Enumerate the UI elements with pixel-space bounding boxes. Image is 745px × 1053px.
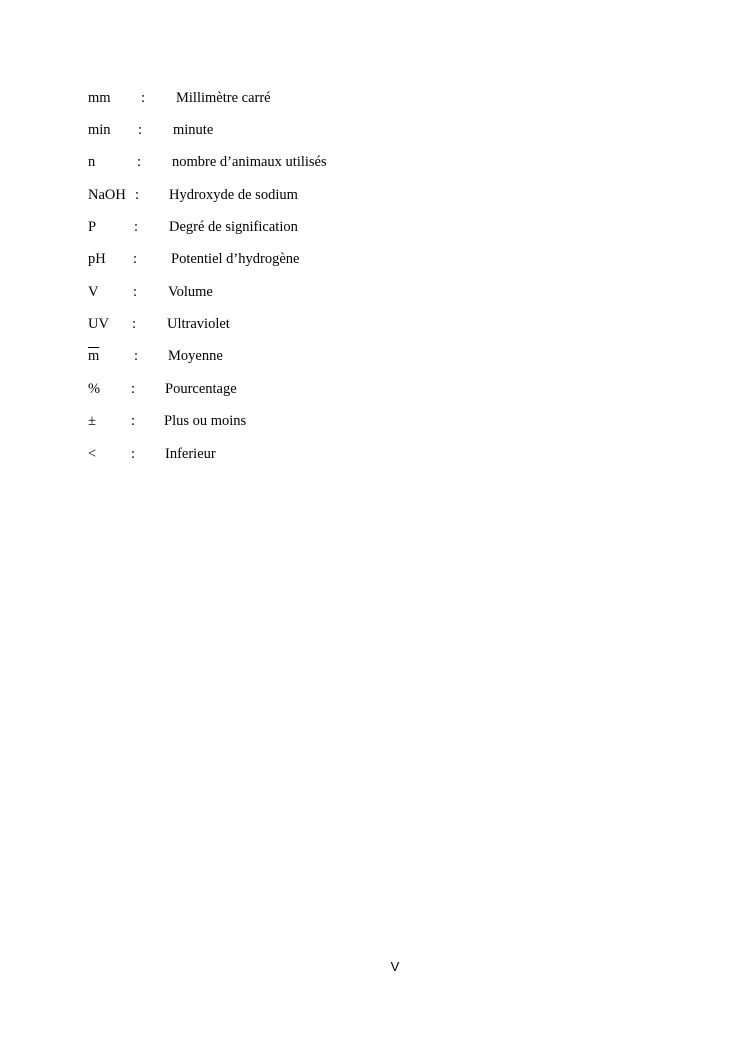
abbreviation-separator: : xyxy=(131,381,136,397)
abbreviation-separator: : xyxy=(131,413,136,429)
abbreviation-separator: : xyxy=(134,219,139,235)
abbreviation-separator: : xyxy=(138,122,143,138)
abbreviation-definition: Moyenne xyxy=(168,348,223,364)
abbreviation-term: < xyxy=(88,446,97,462)
abbreviation-term: min xyxy=(88,122,111,138)
page-number: V xyxy=(390,959,400,974)
abbreviation-term: pH xyxy=(88,251,106,267)
abbreviation-term: V xyxy=(88,284,99,300)
abbreviation-list xyxy=(0,0,745,480)
abbreviation-definition: nombre d’animaux utilisés xyxy=(172,154,327,170)
abbreviation-definition: Plus ou moins xyxy=(164,413,247,429)
abbreviation-separator: : xyxy=(141,90,146,106)
abbreviation-term: UV xyxy=(88,316,109,332)
abbreviation-definition: Pourcentage xyxy=(165,381,237,397)
abbreviation-definition: Inferieur xyxy=(165,446,216,462)
abbreviation-term: mm xyxy=(88,90,111,106)
abbreviation-separator: : xyxy=(131,446,136,462)
abbreviation-term: % xyxy=(88,381,101,397)
abbreviation-term: NaOH xyxy=(88,187,126,203)
abbreviation-term: $\overline{m}$ xyxy=(88,348,100,364)
abbreviation-term: ± xyxy=(88,413,96,429)
abbreviation-definition: Hydroxyde de sodium xyxy=(169,187,298,203)
abbreviation-definition: Ultraviolet xyxy=(167,316,230,332)
abbreviation-separator: : xyxy=(134,348,139,364)
abbreviation-definition: Potentiel d’hydrogène xyxy=(171,251,300,267)
abbreviation-definition: Millimètre carré xyxy=(176,90,271,106)
abbreviation-separator: : xyxy=(135,187,140,203)
abbreviation-term: P xyxy=(88,219,97,235)
abbreviation-separator: : xyxy=(133,284,138,300)
abbreviation-definition: Volume xyxy=(168,284,213,300)
abbreviation-term: n xyxy=(88,154,96,170)
abbreviation-definition: Degré de signification xyxy=(169,219,298,235)
abbreviation-separator: : xyxy=(137,154,142,170)
abbreviation-definition: minute xyxy=(173,122,214,138)
abbreviation-separator: : xyxy=(132,316,137,332)
abbreviation-separator: : xyxy=(133,251,138,267)
